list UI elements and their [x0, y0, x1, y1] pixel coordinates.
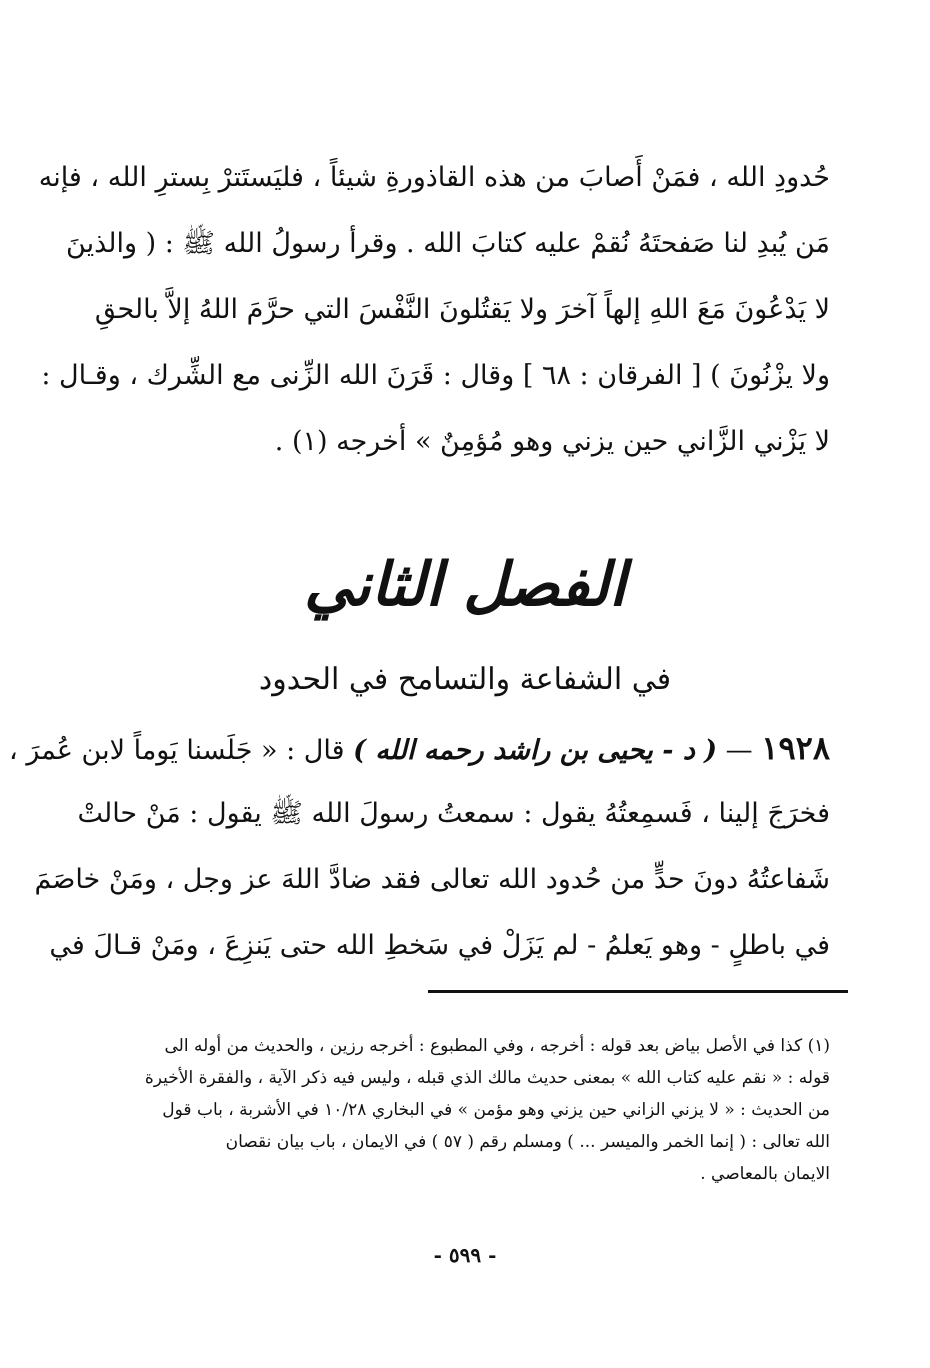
- footnote-line: (١) كذا في الأصل بياض بعد قوله : أخرجه ، وفي المطبوع : أخرجه رزين ، والحديث من أوله الى: [164, 1036, 830, 1056]
- paragraph-line: حُدودِ الله ، فمَنْ أَصابَ من هذه القاذورةِ شيئاً ، فليَستَترْ بِسترِ الله ، فإنه: [38, 162, 830, 193]
- hadith-dash: —: [725, 735, 753, 766]
- hadith-number: ١٩٢٨: [761, 729, 830, 767]
- paragraph-line: لا يَزْني الزَّاني حين يزني وهو مُؤمِنٌ » أخرجه (١) .: [274, 426, 830, 457]
- paragraph-line: لا يَدْعُونَ مَعَ اللهِ إلهاً آخرَ ولا يَقتُلونَ النَّفْسَ التي حرَّمَ اللهُ إلاَّ بالحقِ: [94, 294, 830, 325]
- footnote-line: من الحديث : « لا يزني الزاني حين يزني وهو مؤمن » في البخاري ١٠/٢٨ في الأشربة ، باب قول: [162, 1100, 830, 1120]
- hadith-line: في باطلٍ - وهو يَعلمُ - لم يَزَلْ في سَخطِ الله حتى يَنزِعَ ، ومَنْ قـالَ في: [49, 930, 830, 961]
- hadith-block: [9, 715, 830, 979]
- footnote-line: قوله : « نقم عليه كتاب الله » بمعنى حديث مالك الذي قبله ، وليس فيه ذكر الآية ، والفقرة الأخيرة: [144, 1068, 830, 1088]
- hadith-narrator: ( د - يحيى بن راشد رحمه الله ): [353, 735, 718, 766]
- paragraph-line: مَن يُبدِ لنا صَفحتَهُ نُقمْ عليه كتابَ الله . وقرأ رسولُ الله ﷺ : ( والذينَ: [66, 228, 830, 259]
- chapter-title: الفصل الثاني: [304, 550, 626, 620]
- page-number: - ٥٩٩ -: [433, 1243, 497, 1267]
- hadith-line: شَفاعتُهُ دونَ حدٍّ من حُدود الله تعالى فقد ضادَّ اللهَ عز وجل ، ومَنْ خاصَمَ: [34, 864, 830, 895]
- hadith-line: فخرَجَ إلينا ، فَسمِعتُهُ يقول : سمعتُ رسولَ الله ﷺ يقول : مَنْ حالتْ: [77, 798, 830, 829]
- chapter-subtitle: في الشفاعة والتسامح في الحدود: [258, 662, 672, 697]
- footnote-block: [100, 1030, 830, 1190]
- top-paragraph: [38, 145, 830, 475]
- footnote-line: الله تعالى : ( إنما الخمر والميسر ... ) ومسلم رقم ( ٥٧ ) في الايمان ، باب بيان نقصان: [225, 1132, 830, 1152]
- paragraph-line: ولا يزْنُونَ ) [ الفرقان : ٦٨ ] وقال : قَرَنَ الله الزِّنى مع الشِّرك ، وقـال :: [41, 360, 830, 391]
- footnote-line: الايمان بالمعاصي .: [700, 1164, 830, 1184]
- hadith-line-text: قال : « جَلَسنا يَوماً لابن عُمرَ ،: [9, 735, 345, 766]
- hadith-first-line: [9, 715, 830, 781]
- footnote-divider: [428, 990, 848, 993]
